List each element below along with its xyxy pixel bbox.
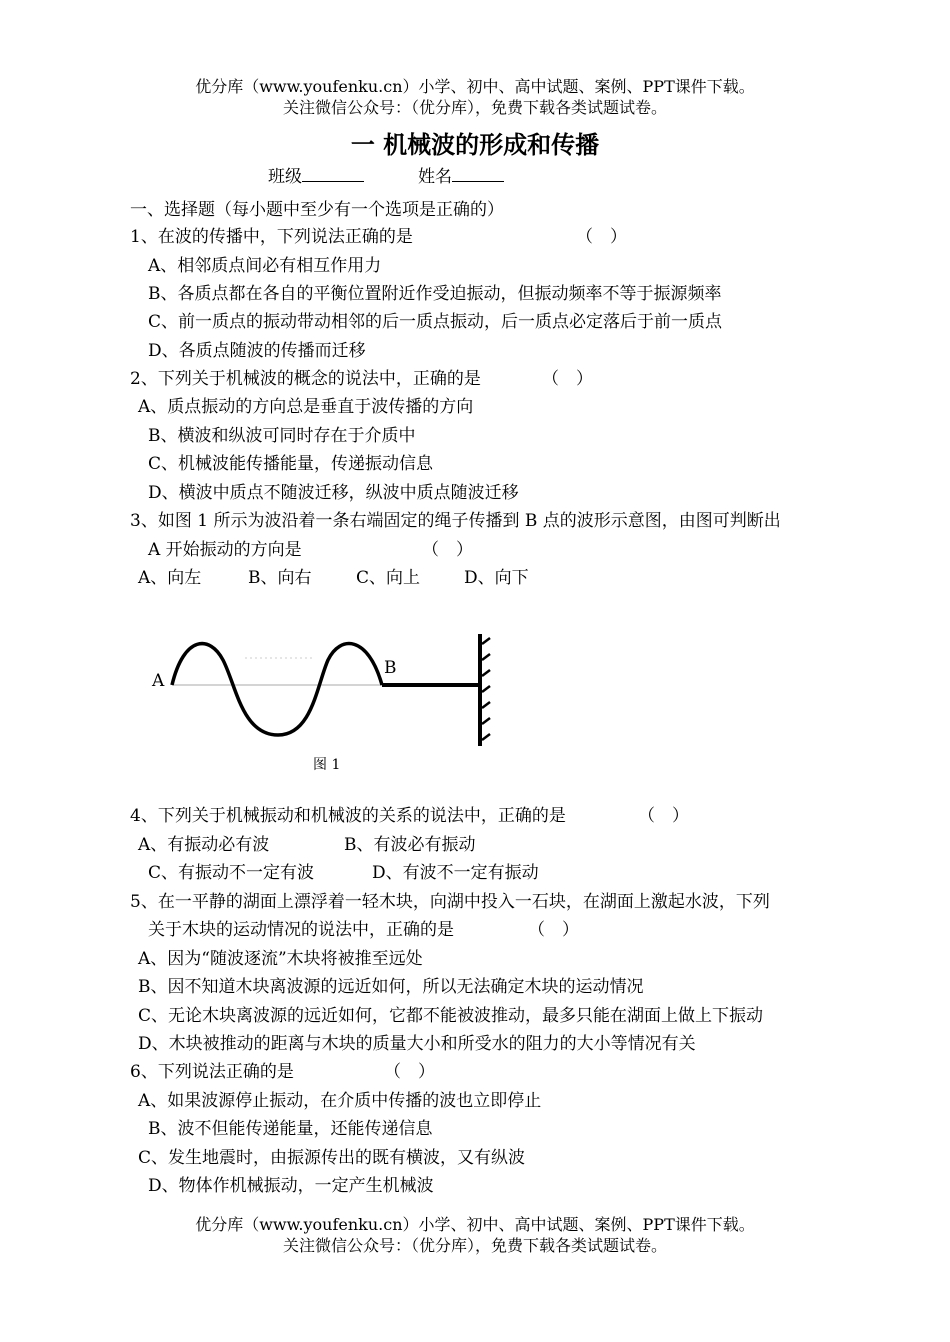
point-b-label: B	[384, 658, 397, 678]
q1-answer-paren: （ ）	[576, 227, 627, 247]
class-field	[268, 163, 364, 188]
q3-stem-line-1: 3、如图 1 所示为波沿着一条右端固定的绳子传播到 B 点的波形示意图，由图可判断出	[130, 511, 781, 531]
q5-option-d: D、木块被推动的距离与木块的质量大小和所受水的阻力的大小等情况有关	[138, 1034, 696, 1054]
figure-caption: 图 1	[313, 757, 341, 773]
q2-option-b: B、横波和纵波可同时存在于介质中	[148, 426, 416, 446]
point-a-label: A	[152, 671, 165, 691]
q3-option-c: C、向上	[356, 568, 421, 588]
q3-stem-line-2: A 开始振动的方向是	[148, 540, 302, 560]
q2-stem: 2、下列关于机械波的概念的说法中，正确的是	[130, 369, 481, 389]
q6-option-c: C、发生地震时，由振源传出的既有横波，又有纵波	[138, 1148, 526, 1168]
q6-stem: 6、下列说法正确的是	[130, 1062, 294, 1082]
header-line-2: 关注微信公众号：（优分库），免费下载各类试题试卷。	[282, 98, 667, 117]
q5-option-b: B、因不知道木块离波源的远近如何，所以无法确定木块的运动情况	[138, 977, 644, 997]
q5-option-a: A、因为“随波逐流”木块将被推至远处	[138, 949, 423, 969]
q4-stem: 4、下列关于机械振动和机械波的关系的说法中，正确的是	[130, 806, 566, 826]
name-field	[418, 163, 504, 188]
q6-option-a: A、如果波源停止振动，在介质中传播的波也立即停止	[138, 1091, 542, 1111]
header-line-1: 优分库（www.youfenku.cn）小学、初中、高中试题、案例、PPT课件下载。	[195, 77, 755, 96]
q4-option-b: B、有波必有振动	[344, 835, 476, 855]
q6-option-b: B、波不但能传递能量，还能传递信息	[148, 1119, 433, 1139]
figure-1	[150, 630, 510, 784]
q6-option-d: D、物体作机械振动，一定产生机械波	[148, 1176, 434, 1196]
footer-line-2: 关注微信公众号：（优分库），免费下载各类试题试卷。	[282, 1236, 667, 1255]
q3-answer-paren: （ ）	[422, 540, 473, 560]
q2-option-a: A、质点振动的方向总是垂直于波传播的方向	[138, 397, 474, 417]
q6-answer-paren: （ ）	[384, 1062, 435, 1082]
class-blank	[302, 163, 364, 182]
q5-answer-paren: （ ）	[528, 920, 579, 940]
name-blank	[452, 163, 504, 182]
q1-stem: 1、在波的传播中，下列说法正确的是	[130, 227, 413, 247]
q1-option-c: C、前一质点的振动带动相邻的后一质点振动，后一质点必定落后于前一质点	[148, 312, 723, 332]
q1-option-b: B、各质点都在各自的平衡位置附近作受迫振动，但振动频率不等于振源频率	[148, 284, 722, 304]
q2-answer-paren: （ ）	[542, 369, 593, 389]
q4-option-d: D、有波不一定有振动	[372, 863, 539, 883]
name-label: 姓名	[418, 167, 452, 187]
q3-option-b: B、向右	[248, 568, 312, 588]
q4-answer-paren: （ ）	[638, 806, 689, 826]
page-title: 一 机械波的形成和传播	[350, 130, 600, 159]
footer-line-1: 优分库（www.youfenku.cn）小学、初中、高中试题、案例、PPT课件下载。	[195, 1215, 755, 1234]
q2-option-c: C、机械波能传播能量，传递振动信息	[148, 454, 434, 474]
q3-option-d: D、向下	[464, 568, 529, 588]
wave-curve	[172, 644, 382, 735]
q1-option-d: D、各质点随波的传播而迁移	[148, 341, 366, 361]
q3-option-a: A、向左	[138, 568, 202, 588]
q5-option-c: C、无论木块离波源的远近如何，它都不能被波推动，最多只能在湖面上做上下振动	[138, 1006, 764, 1026]
q1-option-a: A、相邻质点间必有相互作用力	[148, 256, 382, 276]
q4-option-c: C、有振动不一定有波	[148, 863, 315, 883]
section-heading: 一、选择题（每小题中至少有一个选项是正确的）	[130, 200, 504, 220]
class-label: 班级	[268, 167, 302, 187]
q2-option-d: D、横波中质点不随波迁移，纵波中质点随波迁移	[148, 483, 519, 503]
q4-option-a: A、有振动必有波	[138, 835, 270, 855]
q5-stem-line-1: 5、在一平静的湖面上漂浮着一轻木块，向湖中投入一石块，在湖面上激起水波，下列	[130, 892, 770, 912]
wall-hatching	[482, 638, 490, 740]
q5-stem-line-2: 关于木块的运动情况的说法中，正确的是	[148, 920, 454, 940]
